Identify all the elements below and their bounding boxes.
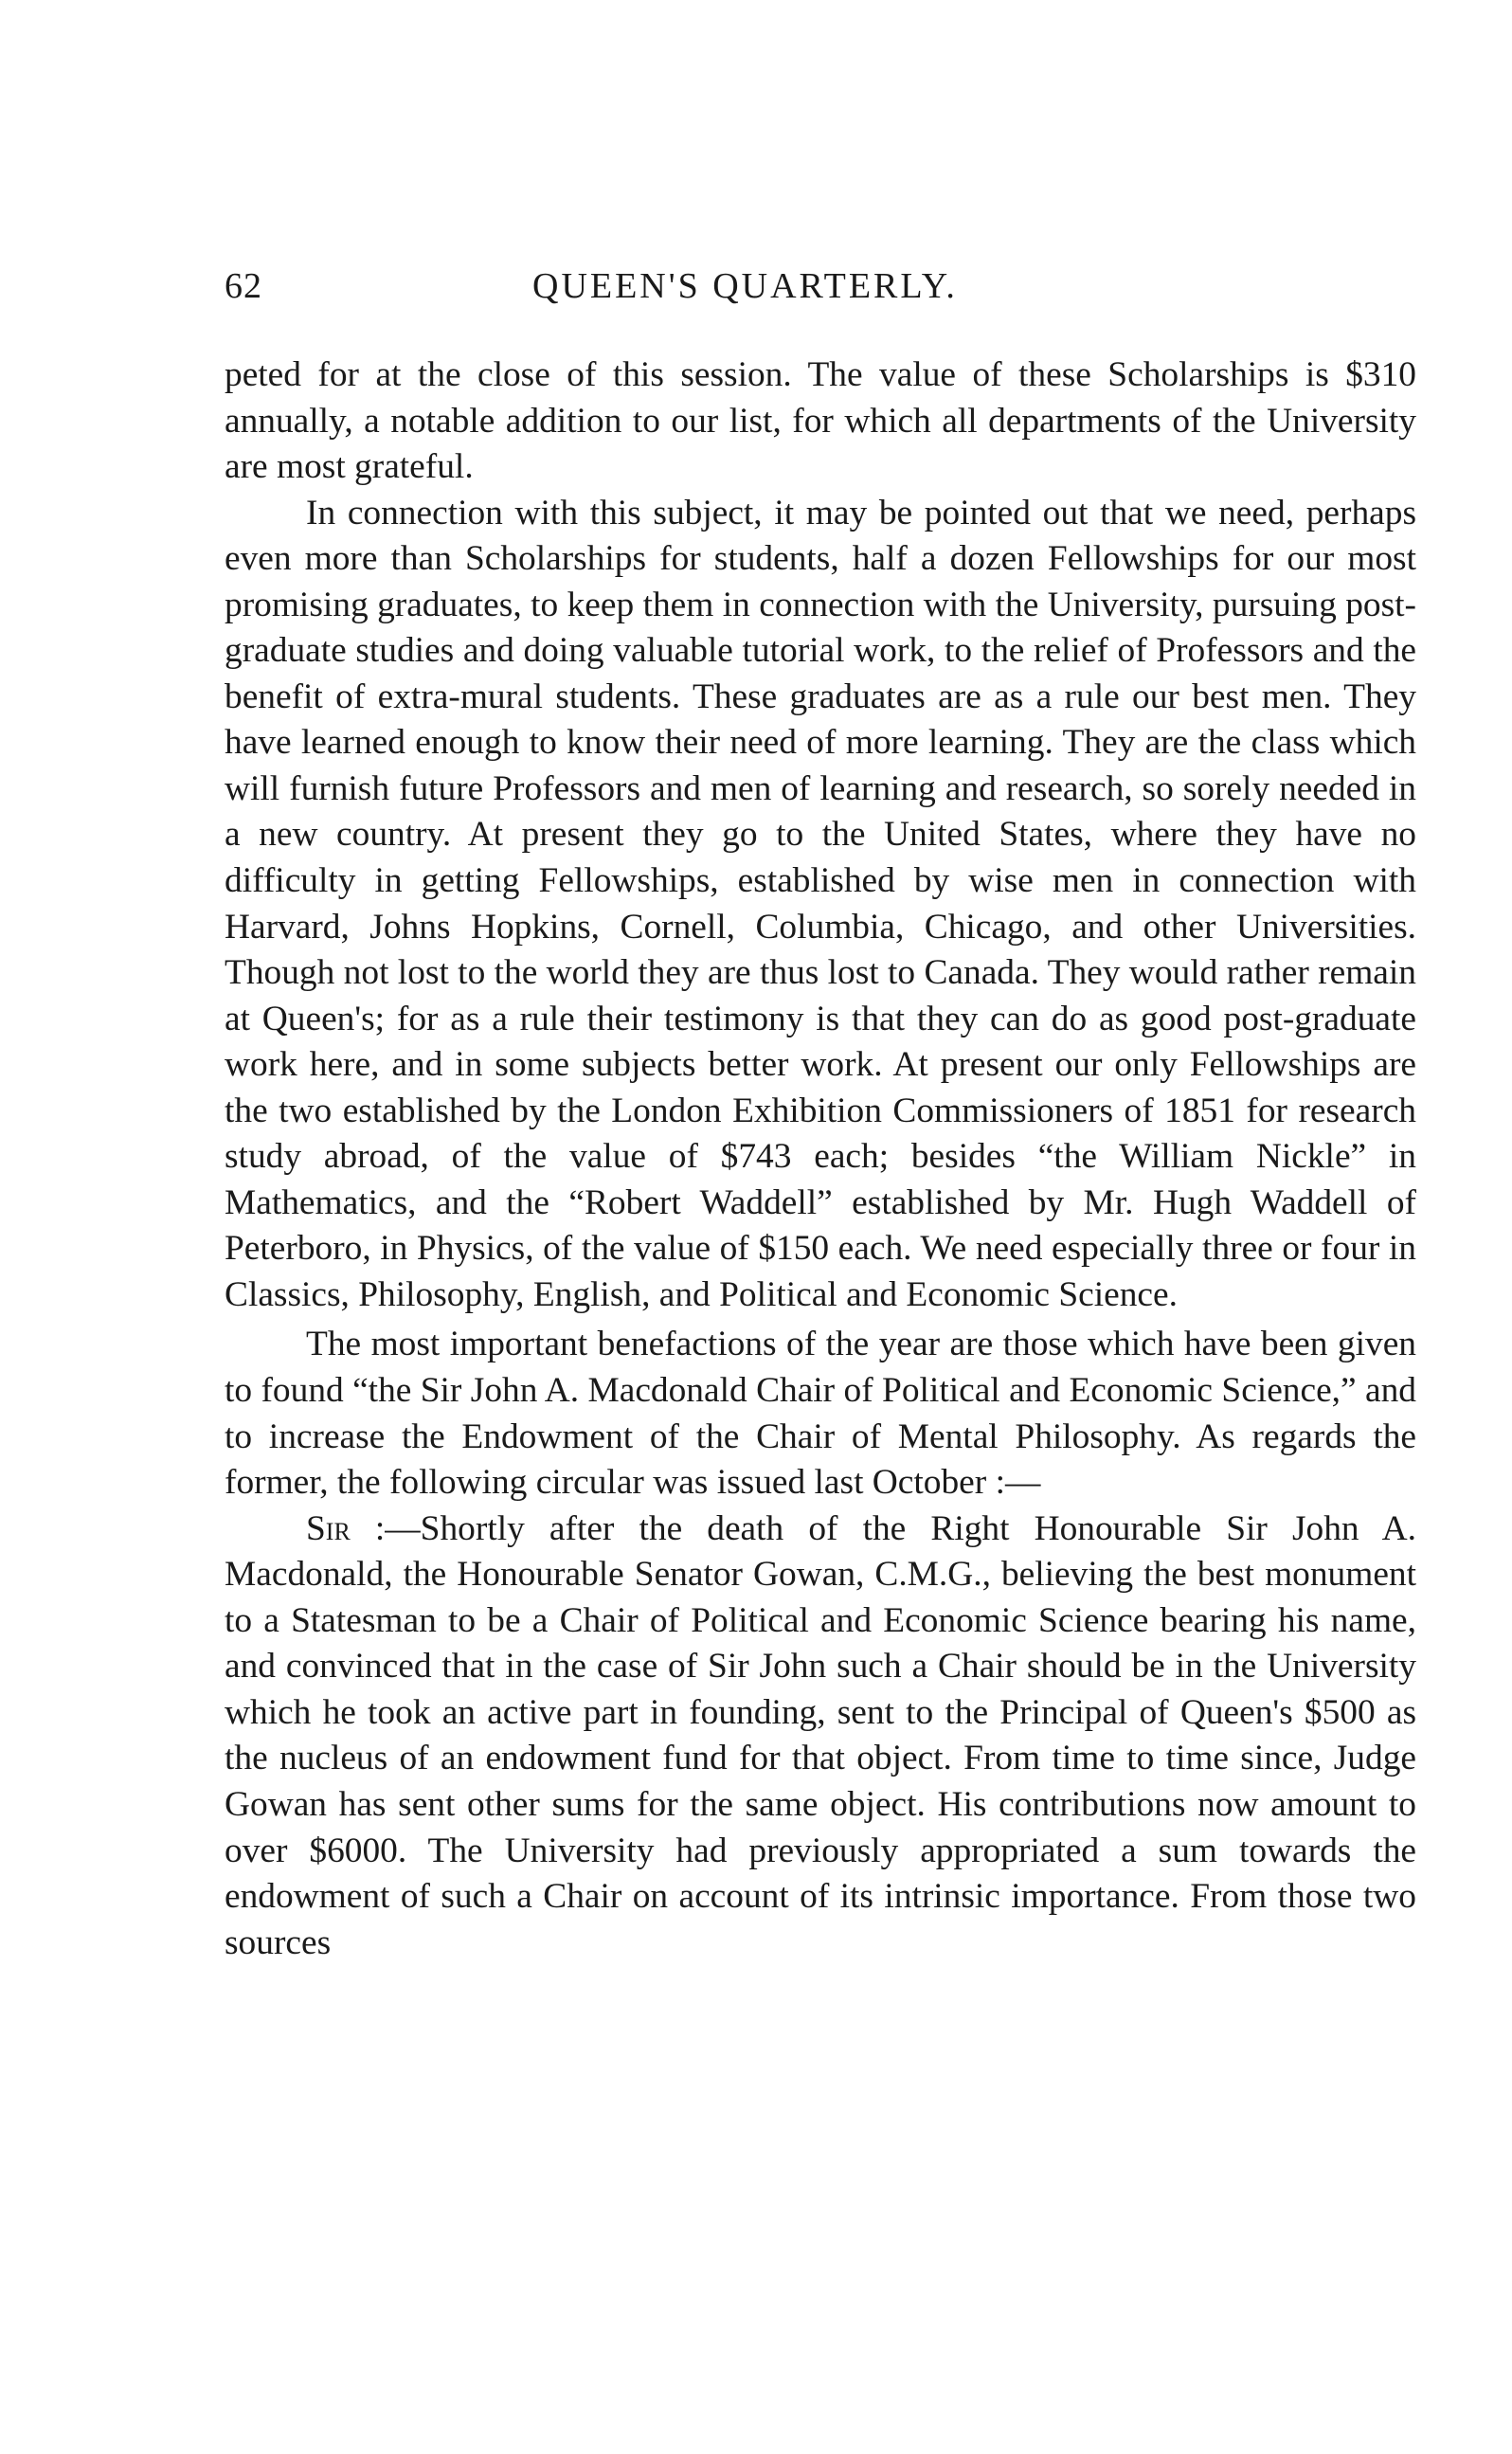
body-text [225,352,1416,1966]
page-number: 62 [225,266,262,306]
letter-text: :—Shortly after the death of the Right Honourable Sir John A. Macdonald, the Honourable Senator Gowan, C.M.G., believing the best monument to a Statesman to be a Chair of Political and Economic Science bearing his name, and convinced that in the case of Sir John such a Chair should be in the University which he took an active part in founding, sent to the Principal of Queen's $500 as the nucleus of an endowment fund for that object. From time to time since, Judge Gowan has sent other sums for the same object. His contributions now amount to over $6000. The University had previously appropriated a sum towards the endowment of such a Chair on account of its intrinsic importance. From those two sources [225,1508,1416,1962]
page-header [225,265,1418,322]
running-head: QUEEN'S QUARTERLY. [532,266,958,306]
paragraph-fellowships: In connection with this subject, it may be pointed out that we need, perhaps even more than Scholarships for students, half a dozen Fellowships for our most promising graduates, to keep them in connection with the University, pursuing post-graduate studies and doing valuable tutorial work, to the relief of Professors and the benefit of extra-mural students. These graduates are as a rule our best men. They have learned enough to know their need of more learning. They are the class which will furnish future Professors and men of learning and research, so sorely needed in a new country. At present they go to the United States, where they have no difficulty in getting Fellowships, established by wise men in connection with Harvard, Johns Hopkins, Cornell, Columbia, Chicago, and other Universities. Though not lost to the world they are thus lost to Canada. They would rather remain at Queen's; for as a rule their testimony is that they can do as good post-graduate work here, and in some subjects better work. At present our only Fellowships are the two established by the London Exhibition Commissioners of 1851 for research study abroad, of the value of $743 each; besides “the William Nickle” in Mathematics, and the “Robert Waddell” established by Mr. Hugh Waddell of Peterboro, in Physics, of the value of $150 each. We need especially three or four in Classics, Philosophy, English, and Political and Economic Science. [225,493,1416,1314]
letter-paragraph [225,1507,1416,1966]
paragraph-continued: peted for at the close of this session. The value of these Scholarships is $310 annually, a notable addition to our list, for which all departments of the University are most grateful. [225,355,1416,487]
paragraph-benefactions: The most important benefactions of the year are those which have been given to found “the Sir John A. Macdonald Chair of Political and Economic Science,” and to increase the Endowment of the Chair of Mental Philosophy. As regards the former, the following circular was issued last October :— [225,1325,1416,1503]
letter-salutation: Sir [306,1508,351,1548]
